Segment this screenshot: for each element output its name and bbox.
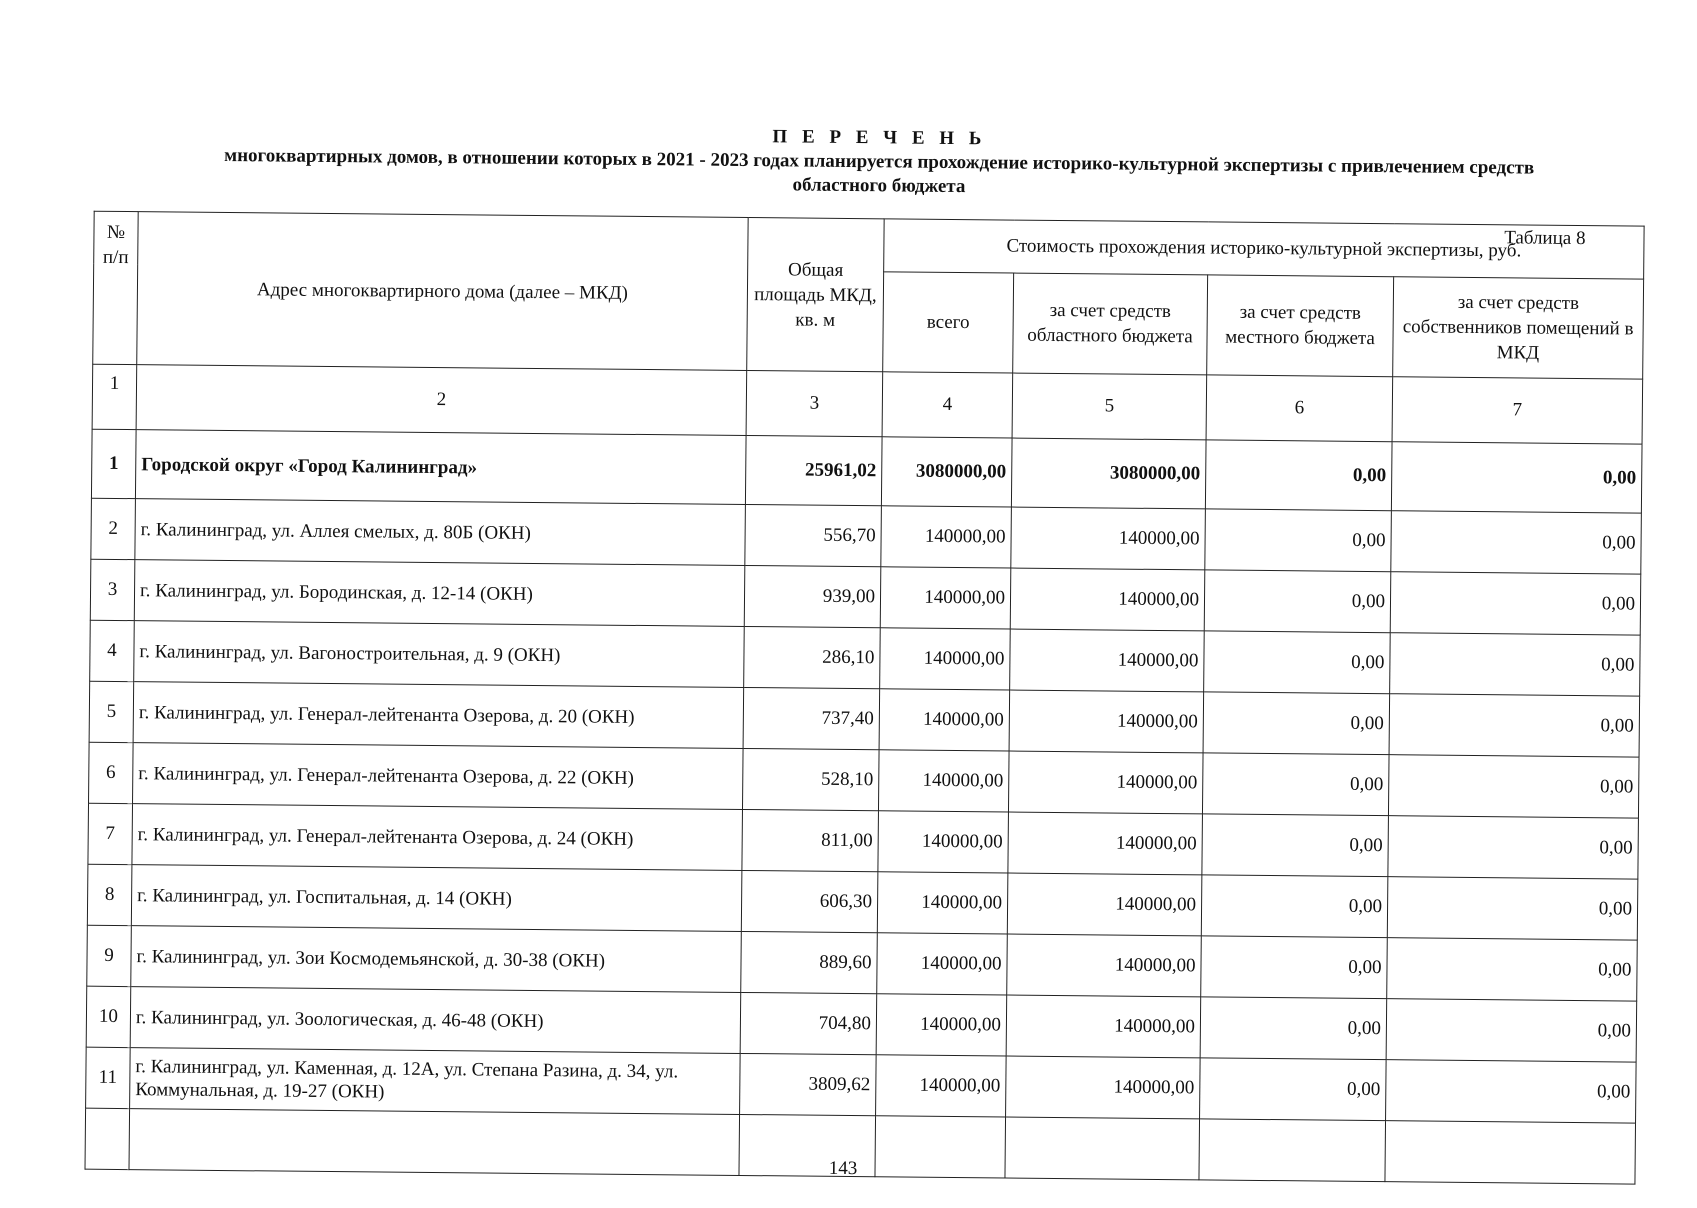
row-local-budget: 0,00 xyxy=(1202,814,1389,877)
row-owners-funds: 0,00 xyxy=(1391,511,1642,574)
row-address: Городской округ «Город Калининград» xyxy=(135,430,746,505)
row-regional-budget: 140000,00 xyxy=(1010,629,1205,692)
row-local-budget: 0,00 xyxy=(1201,936,1388,999)
column-number: 7 xyxy=(1392,377,1643,444)
row-regional-budget: 140000,00 xyxy=(1008,812,1203,875)
row-address: г. Калининград, ул. Вагоностроительная, д. 9 (ОКН) xyxy=(134,621,745,688)
row-area: 528,10 xyxy=(742,748,879,810)
row-regional-budget: 140000,00 xyxy=(1009,690,1204,753)
row-address: г. Калининград, ул. Зоологическая, д. 46-48 (ОКН) xyxy=(130,987,741,1054)
row-number: 2 xyxy=(91,498,136,559)
row-number: 8 xyxy=(87,864,132,925)
page-number: 143 xyxy=(828,1157,858,1180)
row-address: г. Калининград, ул. Бородинская, д. 12-14 (ОКН) xyxy=(134,560,745,627)
row-number: 3 xyxy=(90,559,135,620)
row-local-budget: 0,00 xyxy=(1200,1058,1387,1121)
row-regional-budget: 140000,00 xyxy=(1006,1056,1201,1119)
row-local-budget: 0,00 xyxy=(1204,570,1391,633)
row-number: 11 xyxy=(86,1047,131,1108)
document-title: П Е Р Е Ч Е Н Ь xyxy=(772,126,987,150)
row-regional-budget: 140000,00 xyxy=(1007,934,1202,997)
header-address: Адрес многоквартирного дома (далее – МКД) xyxy=(137,212,748,371)
row-total-cost: 140000,00 xyxy=(877,872,1008,934)
header-regional-budget: за счет средств областного бюджета xyxy=(1013,273,1208,375)
row-total-cost: 140000,00 xyxy=(878,811,1009,873)
row-owners-funds: 0,00 xyxy=(1387,877,1638,940)
row-area: 811,00 xyxy=(742,809,879,871)
document-subtitle-line-1: многоквартирных домов, в отношении которых в 2021 - 2023 годах планируется прохождение историко-культурной экспертизы с привлечением средств xyxy=(224,144,1535,179)
document-subtitle-line-2: областного бюджета xyxy=(792,174,966,198)
row-number: 9 xyxy=(87,925,132,986)
row-local-budget: 0,00 xyxy=(1202,753,1389,816)
row-owners-funds: 0,00 xyxy=(1391,442,1642,513)
row-owners-funds: 0,00 xyxy=(1388,755,1639,818)
row-total-cost: 140000,00 xyxy=(876,1055,1007,1117)
row-area: 286,10 xyxy=(744,626,881,688)
row-total-cost: 140000,00 xyxy=(878,750,1009,812)
registry-table xyxy=(84,211,1644,1185)
table-header-row xyxy=(94,211,1644,279)
row-area: 25961,02 xyxy=(745,435,882,505)
row-regional-budget: 140000,00 xyxy=(1006,995,1201,1058)
row-total-cost: 140000,00 xyxy=(880,628,1011,690)
row-owners-funds: 0,00 xyxy=(1390,633,1641,696)
column-number: 3 xyxy=(746,370,883,436)
column-number: 5 xyxy=(1012,373,1207,440)
row-area: 3809,62 xyxy=(740,1053,877,1115)
header-area: Общая площадь МКД, кв. м xyxy=(747,218,884,372)
table-caption: Таблица 8 xyxy=(1504,227,1586,250)
row-owners-funds: 0,00 xyxy=(1387,938,1638,1001)
row-local-budget: 0,00 xyxy=(1205,509,1392,572)
row-number: 10 xyxy=(86,986,131,1047)
header-local-budget: за счет средств местного бюджета xyxy=(1207,275,1394,377)
row-number: 5 xyxy=(89,681,134,742)
row-total-cost: 140000,00 xyxy=(877,933,1008,995)
row-address: г. Калининград, ул. Генерал-лейтенанта Озерова, д. 20 (ОКН) xyxy=(133,682,744,749)
row-regional-budget: 3080000,00 xyxy=(1011,438,1206,509)
row-number: 7 xyxy=(88,803,133,864)
row-address: г. Калининград, ул. Генерал-лейтенанта Озерова, д. 22 (ОКН) xyxy=(133,743,744,810)
row-local-budget: 0,00 xyxy=(1204,631,1391,694)
row-regional-budget: 140000,00 xyxy=(1007,873,1202,936)
row-number: 4 xyxy=(90,620,135,681)
row-area: 939,00 xyxy=(744,565,881,627)
row-owners-funds: 0,00 xyxy=(1388,816,1639,879)
row-local-budget: 0,00 xyxy=(1201,875,1388,938)
column-number: 4 xyxy=(882,372,1013,438)
header-total: всего xyxy=(883,272,1014,374)
row-area: 606,30 xyxy=(741,870,878,932)
row-total-cost: 3080000,00 xyxy=(881,437,1012,507)
row-regional-budget: 140000,00 xyxy=(1011,507,1206,570)
row-number: 1 xyxy=(91,429,136,498)
column-number: 6 xyxy=(1206,375,1393,442)
row-address: г. Калининград, ул. Госпитальная, д. 14 (ОКН) xyxy=(131,865,742,932)
row-area: 556,70 xyxy=(745,504,882,566)
row-area: 889,60 xyxy=(741,931,878,993)
row-owners-funds: 0,00 xyxy=(1389,694,1640,757)
row-total-cost: 140000,00 xyxy=(879,689,1010,751)
header-number: № п/п xyxy=(93,211,138,364)
column-number: 2 xyxy=(136,365,747,436)
row-address: г. Калининград, ул. Аллея смелых, д. 80Б (ОКН) xyxy=(135,499,746,566)
row-local-budget: 0,00 xyxy=(1200,997,1387,1060)
row-total-cost: 140000,00 xyxy=(876,994,1007,1056)
row-local-budget: 0,00 xyxy=(1203,692,1390,755)
row-area: 704,80 xyxy=(740,992,877,1054)
row-regional-budget: 140000,00 xyxy=(1008,751,1203,814)
row-total-cost: 140000,00 xyxy=(881,506,1012,568)
row-regional-budget: 140000,00 xyxy=(1010,568,1205,631)
row-area: 737,40 xyxy=(743,687,880,749)
row-total-cost: 140000,00 xyxy=(880,567,1011,629)
row-local-budget: 0,00 xyxy=(1205,440,1392,511)
row-owners-funds: 0,00 xyxy=(1386,1060,1637,1123)
row-owners-funds: 0,00 xyxy=(1390,572,1641,635)
row-address: г. Калининград, ул. Зои Космодемьянской, д. 30-38 (ОКН) xyxy=(131,926,742,993)
header-cost-group: Стоимость прохождения историко-культурной экспертизы, руб. xyxy=(884,219,1644,279)
row-number: 6 xyxy=(89,742,134,803)
row-address: г. Калининград, ул. Каменная, д. 12А, ул. Степана Разина, д. 34, ул. Коммунальная, д. 19-27 (ОКН) xyxy=(130,1048,741,1115)
header-owners-funds: за счет средств собственников помещений в МКД xyxy=(1393,276,1644,379)
column-number: 1 xyxy=(92,364,137,429)
row-owners-funds: 0,00 xyxy=(1386,999,1637,1062)
row-address: г. Калининград, ул. Генерал-лейтенанта Озерова, д. 24 (ОКН) xyxy=(132,804,743,871)
